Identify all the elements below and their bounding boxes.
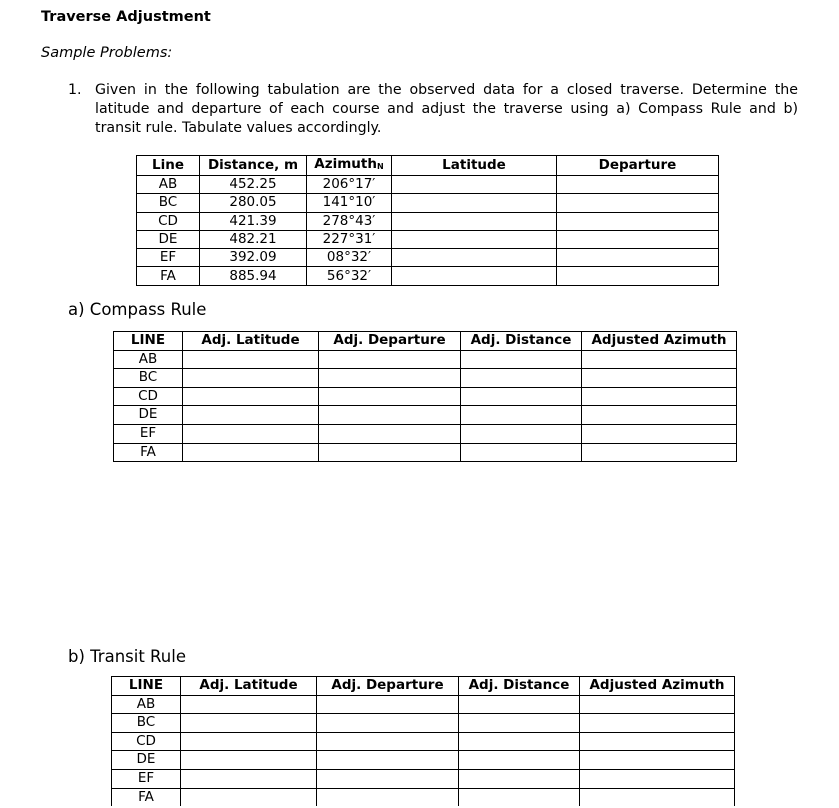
cell-line: BC (137, 194, 200, 212)
cell-departure (557, 249, 719, 267)
cell-adj-azimuth (580, 714, 735, 733)
compass-rule-table (113, 331, 737, 462)
cell-adj-azimuth (580, 788, 735, 806)
table-row (112, 732, 735, 751)
cell-line: BC (112, 714, 181, 733)
header-departure: Departure (557, 156, 719, 176)
cell-azimuth: 141°10′ (307, 194, 392, 212)
cell-departure (557, 194, 719, 212)
cell-line: DE (112, 751, 181, 770)
cell-adj-departure (319, 369, 461, 388)
cell-adj-azimuth (580, 769, 735, 788)
cell-latitude (392, 267, 557, 285)
table-row (137, 194, 719, 212)
cell-azimuth: 08°32′ (307, 249, 392, 267)
cell-adj-distance (461, 350, 582, 369)
observed-data-table (136, 155, 719, 286)
cell-line: AB (114, 350, 183, 369)
cell-line: DE (114, 406, 183, 425)
cell-line: EF (114, 424, 183, 443)
header-line: LINE (112, 677, 181, 696)
cell-distance: 452.25 (200, 176, 307, 194)
cell-adj-departure (317, 732, 459, 751)
cell-adj-latitude (181, 769, 317, 788)
table-row (112, 769, 735, 788)
cell-adj-latitude (183, 369, 319, 388)
cell-adj-departure (319, 443, 461, 462)
cell-line: AB (137, 176, 200, 194)
table-row (112, 695, 735, 714)
cell-latitude (392, 249, 557, 267)
cell-adj-latitude (183, 350, 319, 369)
document-subtitle: Sample Problems: (41, 45, 173, 61)
cell-adj-latitude (183, 406, 319, 425)
cell-distance: 482.21 (200, 230, 307, 248)
cell-adj-latitude (181, 695, 317, 714)
cell-adj-distance (459, 769, 580, 788)
table-row (137, 230, 719, 248)
table-row (114, 369, 737, 388)
transit-rule-table (111, 676, 735, 806)
cell-adj-distance (459, 788, 580, 806)
cell-line: CD (137, 212, 200, 230)
cell-adj-azimuth (582, 443, 737, 462)
header-adj-latitude: Adj. Latitude (181, 677, 317, 696)
header-adj-latitude: Adj. Latitude (183, 332, 319, 351)
header-azimuth-sub: N (376, 162, 384, 171)
header-distance: Distance, m (200, 156, 307, 176)
compass-rule-label: a) Compass Rule (68, 300, 207, 319)
cell-azimuth: 227°31′ (307, 230, 392, 248)
cell-line: DE (137, 230, 200, 248)
cell-adj-distance (461, 424, 582, 443)
cell-distance: 280.05 (200, 194, 307, 212)
cell-adj-distance (459, 751, 580, 770)
cell-adj-departure (319, 387, 461, 406)
cell-distance: 885.94 (200, 267, 307, 285)
header-adj-distance: Adj. Distance (461, 332, 582, 351)
cell-adj-latitude (181, 714, 317, 733)
cell-adj-distance (461, 369, 582, 388)
header-line: Line (137, 156, 200, 176)
table-row (112, 788, 735, 806)
header-adj-azimuth: Adjusted Azimuth (582, 332, 737, 351)
problem-text: Given in the following tabulation are the observed data for a closed traverse. Determine the latitude and departure of each course and adjust the traverse using a) Compass Rule and b) transit rule. Tabulate values accordingly. (95, 82, 798, 136)
table-row (137, 212, 719, 230)
table-row (112, 714, 735, 733)
cell-adj-departure (319, 350, 461, 369)
cell-adj-azimuth (580, 751, 735, 770)
cell-line: EF (137, 249, 200, 267)
cell-latitude (392, 230, 557, 248)
table-row (114, 424, 737, 443)
table-row (114, 443, 737, 462)
cell-adj-latitude (181, 751, 317, 770)
cell-adj-departure (319, 406, 461, 425)
header-latitude: Latitude (392, 156, 557, 176)
cell-adj-latitude (183, 387, 319, 406)
cell-line: FA (112, 788, 181, 806)
cell-line: CD (112, 732, 181, 751)
cell-distance: 392.09 (200, 249, 307, 267)
problem-statement (68, 81, 798, 138)
table-row (114, 406, 737, 425)
cell-adj-departure (319, 424, 461, 443)
cell-latitude (392, 176, 557, 194)
table-row (112, 751, 735, 770)
cell-departure (557, 176, 719, 194)
cell-departure (557, 267, 719, 285)
cell-departure (557, 230, 719, 248)
cell-adj-azimuth (582, 350, 737, 369)
cell-latitude (392, 194, 557, 212)
cell-line: BC (114, 369, 183, 388)
table-row (137, 267, 719, 285)
table-row (137, 249, 719, 267)
cell-azimuth: 56°32′ (307, 267, 392, 285)
cell-adj-azimuth (580, 732, 735, 751)
cell-adj-latitude (181, 788, 317, 806)
cell-latitude (392, 212, 557, 230)
cell-adj-departure (317, 769, 459, 788)
cell-adj-latitude (183, 443, 319, 462)
cell-adj-azimuth (582, 369, 737, 388)
cell-line: AB (112, 695, 181, 714)
cell-adj-distance (461, 406, 582, 425)
cell-adj-distance (459, 714, 580, 733)
cell-adj-departure (317, 695, 459, 714)
transit-rule-label: b) Transit Rule (68, 647, 186, 666)
cell-adj-latitude (181, 732, 317, 751)
table-header-row (112, 677, 735, 696)
cell-adj-departure (317, 751, 459, 770)
cell-distance: 421.39 (200, 212, 307, 230)
header-adj-distance: Adj. Distance (459, 677, 580, 696)
problem-number: 1. (68, 82, 82, 98)
table-header-row (114, 332, 737, 351)
table-row (137, 176, 719, 194)
cell-line: CD (114, 387, 183, 406)
header-adj-departure: Adj. Departure (319, 332, 461, 351)
cell-azimuth: 278°43′ (307, 212, 392, 230)
cell-adj-azimuth (582, 424, 737, 443)
header-azimuth-text: Azimuth (314, 156, 377, 172)
cell-adj-distance (461, 387, 582, 406)
cell-azimuth: 206°17′ (307, 176, 392, 194)
cell-line: FA (137, 267, 200, 285)
cell-line: EF (112, 769, 181, 788)
cell-adj-departure (317, 714, 459, 733)
header-adj-departure: Adj. Departure (317, 677, 459, 696)
table-row (114, 350, 737, 369)
header-azimuth (307, 156, 392, 176)
cell-adj-departure (317, 788, 459, 806)
cell-adj-azimuth (580, 695, 735, 714)
cell-departure (557, 212, 719, 230)
header-line: LINE (114, 332, 183, 351)
cell-line: FA (114, 443, 183, 462)
header-adj-azimuth: Adjusted Azimuth (580, 677, 735, 696)
cell-adj-distance (459, 732, 580, 751)
cell-adj-azimuth (582, 406, 737, 425)
table-row (114, 387, 737, 406)
cell-adj-distance (461, 443, 582, 462)
cell-adj-distance (459, 695, 580, 714)
cell-adj-latitude (183, 424, 319, 443)
document-title: Traverse Adjustment (41, 9, 211, 25)
table-header-row (137, 156, 719, 176)
cell-adj-azimuth (582, 387, 737, 406)
